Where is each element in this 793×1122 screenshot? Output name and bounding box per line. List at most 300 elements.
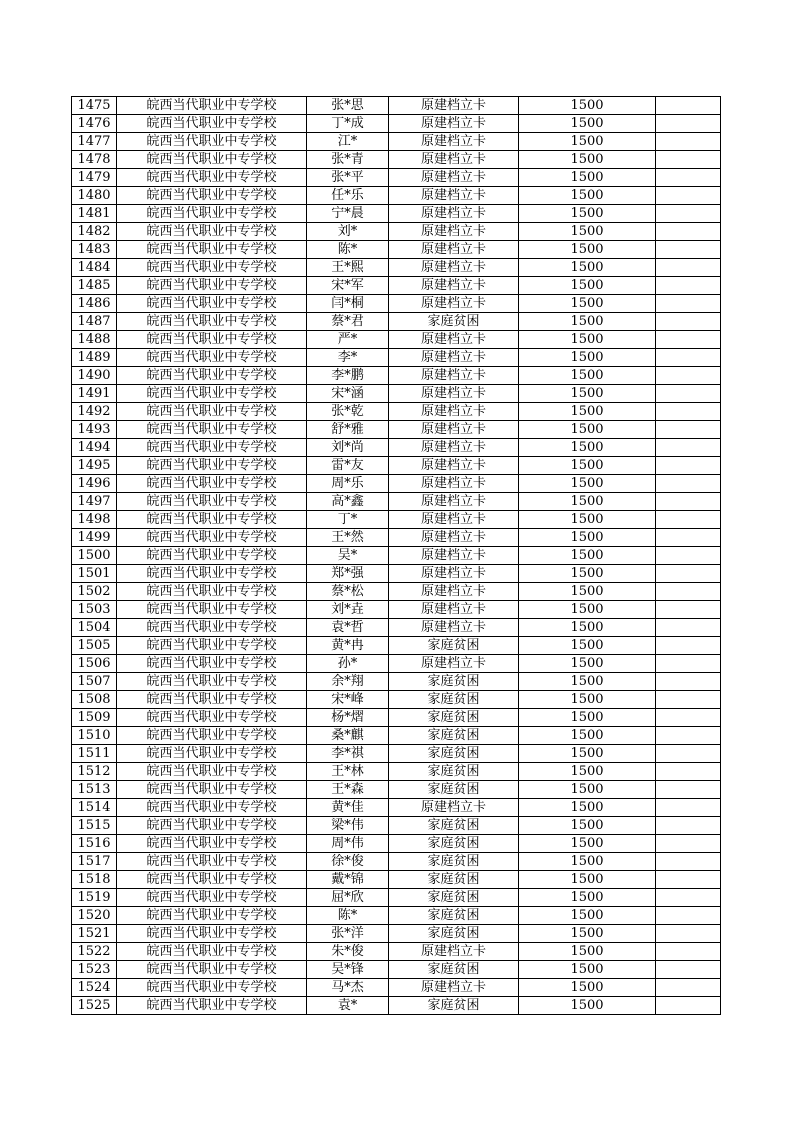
school-cell: 皖西当代职业中专学校 — [117, 907, 307, 925]
table-row — [72, 295, 721, 313]
student-name-cell: 桑*麒 — [307, 727, 389, 745]
amount-cell: 1500 — [519, 871, 656, 889]
remark-cell — [656, 889, 721, 907]
remark-cell — [656, 781, 721, 799]
school-cell: 皖西当代职业中专学校 — [117, 619, 307, 637]
remark-cell — [656, 151, 721, 169]
category-cell: 原建档立卡 — [389, 583, 519, 601]
table-row — [72, 187, 721, 205]
student-name-cell: 袁* — [307, 997, 389, 1015]
school-cell: 皖西当代职业中专学校 — [117, 925, 307, 943]
student-name-cell: 刘*尚 — [307, 439, 389, 457]
student-name-cell: 丁*成 — [307, 115, 389, 133]
amount-cell: 1500 — [519, 709, 656, 727]
category-cell: 原建档立卡 — [389, 115, 519, 133]
row-number-cell: 1520 — [72, 907, 117, 925]
school-cell: 皖西当代职业中专学校 — [117, 97, 307, 115]
category-cell: 原建档立卡 — [389, 421, 519, 439]
school-cell: 皖西当代职业中专学校 — [117, 547, 307, 565]
remark-cell — [656, 223, 721, 241]
category-cell: 原建档立卡 — [389, 259, 519, 277]
amount-cell: 1500 — [519, 889, 656, 907]
amount-cell: 1500 — [519, 673, 656, 691]
table-row — [72, 223, 721, 241]
student-name-cell: 宁*晨 — [307, 205, 389, 223]
school-cell: 皖西当代职业中专学校 — [117, 943, 307, 961]
amount-cell: 1500 — [519, 385, 656, 403]
remark-cell — [656, 655, 721, 673]
student-name-cell: 宋*军 — [307, 277, 389, 295]
student-name-cell: 戴*锦 — [307, 871, 389, 889]
student-name-cell: 黄*冉 — [307, 637, 389, 655]
category-cell: 原建档立卡 — [389, 277, 519, 295]
amount-cell: 1500 — [519, 529, 656, 547]
student-name-cell: 朱*俊 — [307, 943, 389, 961]
amount-cell: 1500 — [519, 853, 656, 871]
table-row — [72, 907, 721, 925]
student-name-cell: 徐*俊 — [307, 853, 389, 871]
school-cell: 皖西当代职业中专学校 — [117, 187, 307, 205]
row-number-cell: 1481 — [72, 205, 117, 223]
student-name-cell: 李*鹏 — [307, 367, 389, 385]
row-number-cell: 1498 — [72, 511, 117, 529]
table-row — [72, 889, 721, 907]
student-name-cell: 宋*涵 — [307, 385, 389, 403]
category-cell: 原建档立卡 — [389, 169, 519, 187]
row-number-cell: 1485 — [72, 277, 117, 295]
student-name-cell: 郑*强 — [307, 565, 389, 583]
table-row — [72, 817, 721, 835]
student-name-cell: 闫*桐 — [307, 295, 389, 313]
table-row — [72, 385, 721, 403]
category-cell: 原建档立卡 — [389, 241, 519, 259]
table-row — [72, 997, 721, 1015]
remark-cell — [656, 259, 721, 277]
student-name-cell: 周*伟 — [307, 835, 389, 853]
amount-cell: 1500 — [519, 475, 656, 493]
student-name-cell: 王*然 — [307, 529, 389, 547]
table-row — [72, 709, 721, 727]
category-cell: 原建档立卡 — [389, 619, 519, 637]
school-cell: 皖西当代职业中专学校 — [117, 781, 307, 799]
school-cell: 皖西当代职业中专学校 — [117, 601, 307, 619]
category-cell: 家庭贫困 — [389, 709, 519, 727]
row-number-cell: 1519 — [72, 889, 117, 907]
category-cell: 原建档立卡 — [389, 439, 519, 457]
amount-cell: 1500 — [519, 547, 656, 565]
amount-cell: 1500 — [519, 403, 656, 421]
school-cell: 皖西当代职业中专学校 — [117, 241, 307, 259]
student-name-cell: 宋*峰 — [307, 691, 389, 709]
school-cell: 皖西当代职业中专学校 — [117, 133, 307, 151]
remark-cell — [656, 853, 721, 871]
remark-cell — [656, 799, 721, 817]
remark-cell — [656, 961, 721, 979]
school-cell: 皖西当代职业中专学校 — [117, 511, 307, 529]
row-number-cell: 1513 — [72, 781, 117, 799]
amount-cell: 1500 — [519, 655, 656, 673]
category-cell: 家庭贫困 — [389, 727, 519, 745]
table-row — [72, 511, 721, 529]
school-cell: 皖西当代职业中专学校 — [117, 475, 307, 493]
student-name-cell: 陈* — [307, 241, 389, 259]
table-row — [72, 673, 721, 691]
student-name-cell: 张*平 — [307, 169, 389, 187]
school-cell: 皖西当代职业中专学校 — [117, 817, 307, 835]
category-cell: 原建档立卡 — [389, 529, 519, 547]
remark-cell — [656, 97, 721, 115]
student-name-cell: 严* — [307, 331, 389, 349]
category-cell: 原建档立卡 — [389, 475, 519, 493]
table-row — [72, 979, 721, 997]
row-number-cell: 1479 — [72, 169, 117, 187]
row-number-cell: 1501 — [72, 565, 117, 583]
category-cell: 家庭贫困 — [389, 907, 519, 925]
row-number-cell: 1491 — [72, 385, 117, 403]
school-cell: 皖西当代职业中专学校 — [117, 277, 307, 295]
student-name-cell: 张*思 — [307, 97, 389, 115]
table-row — [72, 763, 721, 781]
student-name-cell: 舒*雅 — [307, 421, 389, 439]
row-number-cell: 1496 — [72, 475, 117, 493]
row-number-cell: 1506 — [72, 655, 117, 673]
remark-cell — [656, 673, 721, 691]
table-row — [72, 547, 721, 565]
student-name-cell: 黄*佳 — [307, 799, 389, 817]
school-cell: 皖西当代职业中专学校 — [117, 835, 307, 853]
student-name-cell: 张*洋 — [307, 925, 389, 943]
remark-cell — [656, 295, 721, 313]
row-number-cell: 1503 — [72, 601, 117, 619]
student-name-cell: 蔡*君 — [307, 313, 389, 331]
category-cell: 家庭贫困 — [389, 853, 519, 871]
remark-cell — [656, 709, 721, 727]
category-cell: 家庭贫困 — [389, 781, 519, 799]
row-number-cell: 1508 — [72, 691, 117, 709]
row-number-cell: 1514 — [72, 799, 117, 817]
row-number-cell: 1525 — [72, 997, 117, 1015]
category-cell: 家庭贫困 — [389, 835, 519, 853]
row-number-cell: 1493 — [72, 421, 117, 439]
school-cell: 皖西当代职业中专学校 — [117, 367, 307, 385]
student-name-cell: 吴* — [307, 547, 389, 565]
student-name-cell: 任*乐 — [307, 187, 389, 205]
amount-cell: 1500 — [519, 979, 656, 997]
amount-cell: 1500 — [519, 493, 656, 511]
student-name-cell: 周*乐 — [307, 475, 389, 493]
category-cell: 家庭贫困 — [389, 763, 519, 781]
student-name-cell: 杨*熠 — [307, 709, 389, 727]
amount-cell: 1500 — [519, 511, 656, 529]
amount-cell: 1500 — [519, 367, 656, 385]
row-number-cell: 1517 — [72, 853, 117, 871]
row-number-cell: 1484 — [72, 259, 117, 277]
remark-cell — [656, 169, 721, 187]
remark-cell — [656, 871, 721, 889]
table-row — [72, 799, 721, 817]
category-cell: 原建档立卡 — [389, 943, 519, 961]
school-cell: 皖西当代职业中专学校 — [117, 457, 307, 475]
table-row — [72, 493, 721, 511]
remark-cell — [656, 835, 721, 853]
category-cell: 家庭贫困 — [389, 925, 519, 943]
category-cell: 家庭贫困 — [389, 997, 519, 1015]
table-row — [72, 349, 721, 367]
amount-cell: 1500 — [519, 313, 656, 331]
table-row — [72, 331, 721, 349]
table-row — [72, 691, 721, 709]
category-cell: 原建档立卡 — [389, 187, 519, 205]
remark-cell — [656, 619, 721, 637]
table-row — [72, 745, 721, 763]
row-number-cell: 1492 — [72, 403, 117, 421]
amount-cell: 1500 — [519, 691, 656, 709]
amount-cell: 1500 — [519, 799, 656, 817]
row-number-cell: 1521 — [72, 925, 117, 943]
school-cell: 皖西当代职业中专学校 — [117, 889, 307, 907]
category-cell: 原建档立卡 — [389, 223, 519, 241]
school-cell: 皖西当代职业中专学校 — [117, 673, 307, 691]
table-row — [72, 871, 721, 889]
student-name-cell: 高*鑫 — [307, 493, 389, 511]
table-row — [72, 781, 721, 799]
school-cell: 皖西当代职业中专学校 — [117, 295, 307, 313]
remark-cell — [656, 943, 721, 961]
category-cell: 家庭贫困 — [389, 745, 519, 763]
table-row — [72, 619, 721, 637]
school-cell: 皖西当代职业中专学校 — [117, 763, 307, 781]
category-cell: 家庭贫困 — [389, 961, 519, 979]
table-row — [72, 565, 721, 583]
row-number-cell: 1490 — [72, 367, 117, 385]
category-cell: 家庭贫困 — [389, 871, 519, 889]
row-number-cell: 1523 — [72, 961, 117, 979]
amount-cell: 1500 — [519, 151, 656, 169]
row-number-cell: 1502 — [72, 583, 117, 601]
student-name-cell: 马*杰 — [307, 979, 389, 997]
amount-cell: 1500 — [519, 583, 656, 601]
remark-cell — [656, 547, 721, 565]
remark-cell — [656, 727, 721, 745]
amount-cell: 1500 — [519, 97, 656, 115]
amount-cell: 1500 — [519, 205, 656, 223]
remark-cell — [656, 997, 721, 1015]
row-number-cell: 1515 — [72, 817, 117, 835]
student-name-cell: 丁* — [307, 511, 389, 529]
category-cell: 家庭贫困 — [389, 889, 519, 907]
table-row — [72, 151, 721, 169]
remark-cell — [656, 601, 721, 619]
amount-cell: 1500 — [519, 223, 656, 241]
table-row — [72, 241, 721, 259]
table-row — [72, 835, 721, 853]
remark-cell — [656, 313, 721, 331]
amount-cell: 1500 — [519, 961, 656, 979]
category-cell: 原建档立卡 — [389, 799, 519, 817]
category-cell: 原建档立卡 — [389, 655, 519, 673]
table-row — [72, 205, 721, 223]
table-row — [72, 529, 721, 547]
remark-cell — [656, 421, 721, 439]
school-cell: 皖西当代职业中专学校 — [117, 745, 307, 763]
school-cell: 皖西当代职业中专学校 — [117, 313, 307, 331]
category-cell: 原建档立卡 — [389, 97, 519, 115]
category-cell: 原建档立卡 — [389, 349, 519, 367]
school-cell: 皖西当代职业中专学校 — [117, 583, 307, 601]
category-cell: 原建档立卡 — [389, 601, 519, 619]
category-cell: 原建档立卡 — [389, 151, 519, 169]
row-number-cell: 1500 — [72, 547, 117, 565]
student-name-cell: 刘* — [307, 223, 389, 241]
category-cell: 家庭贫困 — [389, 637, 519, 655]
remark-cell — [656, 403, 721, 421]
remark-cell — [656, 277, 721, 295]
student-name-cell: 袁*哲 — [307, 619, 389, 637]
amount-cell: 1500 — [519, 637, 656, 655]
student-name-cell: 李* — [307, 349, 389, 367]
remark-cell — [656, 349, 721, 367]
remark-cell — [656, 529, 721, 547]
row-number-cell: 1518 — [72, 871, 117, 889]
school-cell: 皖西当代职业中专学校 — [117, 205, 307, 223]
student-name-cell: 王*林 — [307, 763, 389, 781]
table-row — [72, 943, 721, 961]
amount-cell: 1500 — [519, 835, 656, 853]
remark-cell — [656, 691, 721, 709]
category-cell: 原建档立卡 — [389, 457, 519, 475]
student-name-cell: 梁*伟 — [307, 817, 389, 835]
amount-cell: 1500 — [519, 817, 656, 835]
student-name-cell: 屈*欣 — [307, 889, 389, 907]
amount-cell: 1500 — [519, 907, 656, 925]
school-cell: 皖西当代职业中专学校 — [117, 169, 307, 187]
table-row — [72, 277, 721, 295]
category-cell: 家庭贫困 — [389, 673, 519, 691]
remark-cell — [656, 475, 721, 493]
remark-cell — [656, 583, 721, 601]
category-cell: 家庭贫困 — [389, 313, 519, 331]
row-number-cell: 1482 — [72, 223, 117, 241]
table-row — [72, 925, 721, 943]
school-cell: 皖西当代职业中专学校 — [117, 565, 307, 583]
row-number-cell: 1478 — [72, 151, 117, 169]
student-name-cell: 江* — [307, 133, 389, 151]
row-number-cell: 1497 — [72, 493, 117, 511]
category-cell: 家庭贫困 — [389, 691, 519, 709]
table-row — [72, 97, 721, 115]
row-number-cell: 1480 — [72, 187, 117, 205]
row-number-cell: 1516 — [72, 835, 117, 853]
row-number-cell: 1522 — [72, 943, 117, 961]
school-cell: 皖西当代职业中专学校 — [117, 799, 307, 817]
category-cell: 原建档立卡 — [389, 385, 519, 403]
subsidy-table — [71, 96, 721, 1015]
student-name-cell: 吴*锋 — [307, 961, 389, 979]
row-number-cell: 1495 — [72, 457, 117, 475]
student-name-cell: 王*熙 — [307, 259, 389, 277]
remark-cell — [656, 637, 721, 655]
remark-cell — [656, 385, 721, 403]
row-number-cell: 1510 — [72, 727, 117, 745]
student-name-cell: 李*祺 — [307, 745, 389, 763]
remark-cell — [656, 925, 721, 943]
category-cell: 原建档立卡 — [389, 133, 519, 151]
table-row — [72, 457, 721, 475]
remark-cell — [656, 133, 721, 151]
row-number-cell: 1512 — [72, 763, 117, 781]
table-row — [72, 475, 721, 493]
amount-cell: 1500 — [519, 925, 656, 943]
amount-cell: 1500 — [519, 763, 656, 781]
remark-cell — [656, 187, 721, 205]
table-row — [72, 655, 721, 673]
remark-cell — [656, 817, 721, 835]
student-name-cell: 蔡*松 — [307, 583, 389, 601]
category-cell: 原建档立卡 — [389, 403, 519, 421]
student-name-cell: 刘*垚 — [307, 601, 389, 619]
table-row — [72, 133, 721, 151]
remark-cell — [656, 493, 721, 511]
school-cell: 皖西当代职业中专学校 — [117, 691, 307, 709]
category-cell: 原建档立卡 — [389, 979, 519, 997]
row-number-cell: 1486 — [72, 295, 117, 313]
remark-cell — [656, 457, 721, 475]
row-number-cell: 1505 — [72, 637, 117, 655]
remark-cell — [656, 367, 721, 385]
amount-cell: 1500 — [519, 619, 656, 637]
amount-cell: 1500 — [519, 997, 656, 1015]
table-row — [72, 601, 721, 619]
category-cell: 原建档立卡 — [389, 565, 519, 583]
row-number-cell: 1488 — [72, 331, 117, 349]
school-cell: 皖西当代职业中专学校 — [117, 403, 307, 421]
school-cell: 皖西当代职业中专学校 — [117, 223, 307, 241]
row-number-cell: 1489 — [72, 349, 117, 367]
table-row — [72, 169, 721, 187]
table-row — [72, 727, 721, 745]
row-number-cell: 1494 — [72, 439, 117, 457]
school-cell: 皖西当代职业中专学校 — [117, 529, 307, 547]
row-number-cell: 1511 — [72, 745, 117, 763]
school-cell: 皖西当代职业中专学校 — [117, 727, 307, 745]
school-cell: 皖西当代职业中专学校 — [117, 151, 307, 169]
student-name-cell: 孙* — [307, 655, 389, 673]
table-row — [72, 637, 721, 655]
student-name-cell: 余*翔 — [307, 673, 389, 691]
remark-cell — [656, 241, 721, 259]
amount-cell: 1500 — [519, 331, 656, 349]
table-row — [72, 115, 721, 133]
school-cell: 皖西当代职业中专学校 — [117, 421, 307, 439]
amount-cell: 1500 — [519, 277, 656, 295]
amount-cell: 1500 — [519, 259, 656, 277]
school-cell: 皖西当代职业中专学校 — [117, 997, 307, 1015]
student-name-cell: 陈* — [307, 907, 389, 925]
remark-cell — [656, 565, 721, 583]
amount-cell: 1500 — [519, 295, 656, 313]
school-cell: 皖西当代职业中专学校 — [117, 259, 307, 277]
amount-cell: 1500 — [519, 943, 656, 961]
amount-cell: 1500 — [519, 439, 656, 457]
row-number-cell: 1476 — [72, 115, 117, 133]
amount-cell: 1500 — [519, 133, 656, 151]
school-cell: 皖西当代职业中专学校 — [117, 349, 307, 367]
remark-cell — [656, 205, 721, 223]
table-row — [72, 259, 721, 277]
school-cell: 皖西当代职业中专学校 — [117, 637, 307, 655]
school-cell: 皖西当代职业中专学校 — [117, 331, 307, 349]
student-name-cell: 张*乾 — [307, 403, 389, 421]
